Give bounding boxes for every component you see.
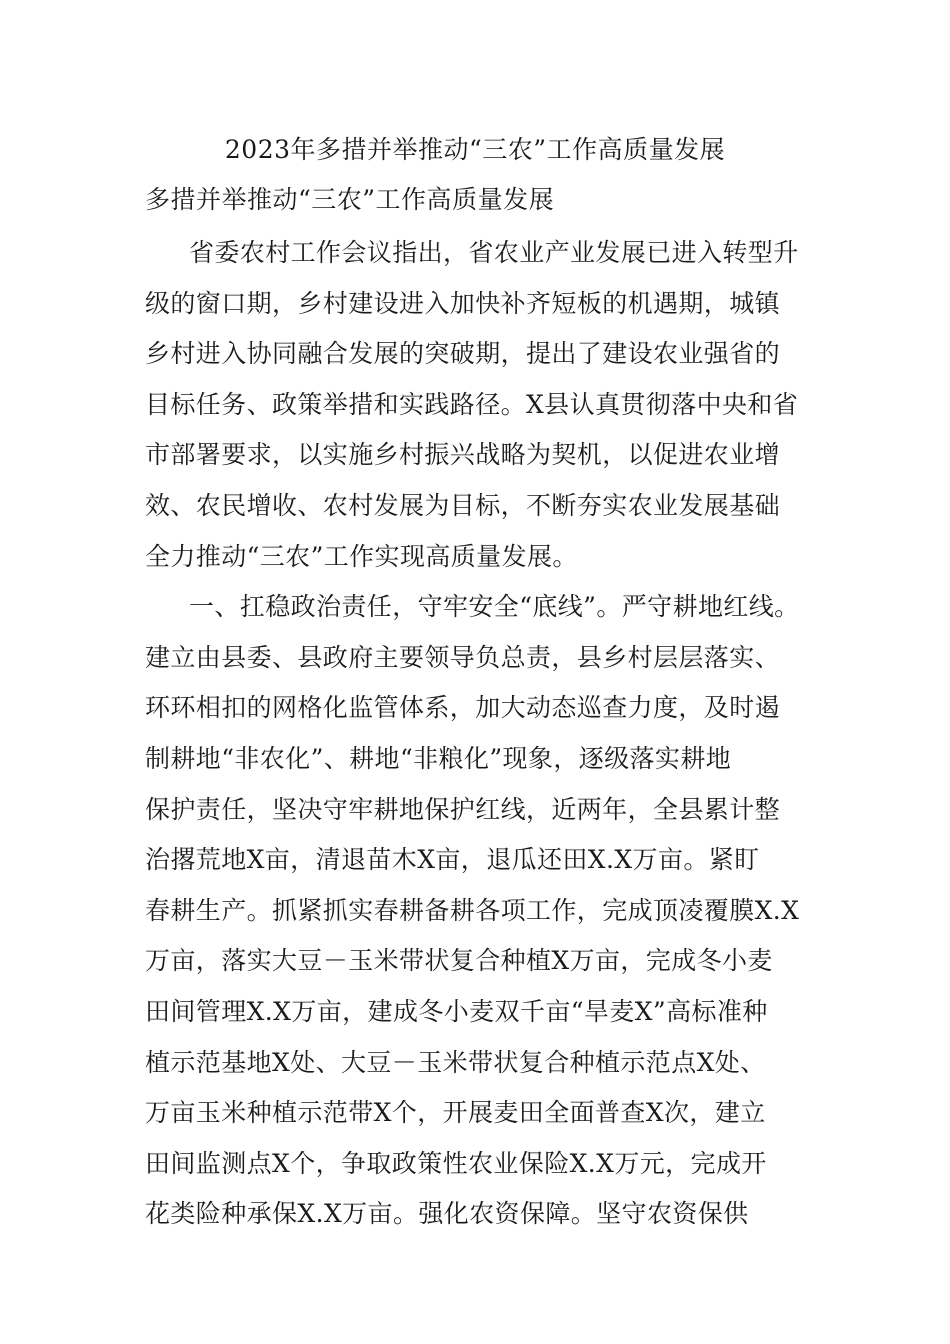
text-line: 市部署要求，以实施乡村振兴战略为契机，以促进农业增	[145, 440, 781, 470]
text-line: 保护责任，坚决守牢耕地保护红线，近两年，全县累计整	[145, 794, 781, 824]
text-line: 田间监测点X个，争取政策性农业保险X.X万元，完成开	[145, 1148, 767, 1178]
text-line: 万亩，落实大豆－玉米带状复合种植X万亩，完成冬小麦	[145, 946, 773, 976]
text-line: 春耕生产。抓紧抓实春耕备耕各项工作，完成顶凌覆膜X.X	[145, 895, 800, 925]
text-line: 一、扛稳政治责任，守牢安全“底线”。严守耕地红线。	[189, 592, 800, 622]
text-line: 环环相扣的网格化监管体系，加大动态巡查力度，及时遏	[145, 693, 781, 723]
text-line: 全力推动“三农”工作实现高质量发展。	[145, 541, 578, 571]
text-line: 花类险种承保X.X万亩。强化农资保障。坚守农资保供	[145, 1199, 749, 1229]
text-line: 万亩玉米种植示范带X个，开展麦田全面普查X次，建立	[145, 1098, 766, 1128]
text-line: 效、农民增收、农村发展为目标，不断夯实农业发展基础	[145, 490, 781, 520]
text-line: 省委农村工作会议指出，省农业产业发展已进入转型升	[189, 238, 799, 267]
body-text	[145, 228, 825, 1240]
text-line: 植示范基地X处、大豆－玉米带状复合种植示范点X处、	[145, 1047, 766, 1077]
text-line: 建立由县委、县政府主要领导负总责，县乡村层层落实、	[145, 642, 781, 672]
document-title: 2023年多措并举推动“三农”工作高质量发展	[224, 135, 726, 164]
text-line: 治撂荒地X亩，清退苗木X亩，退瓜还田X.X万亩。紧盯	[145, 845, 760, 875]
text-line: 级的窗口期，乡村建设进入加快补齐短板的机遇期，城镇	[145, 288, 781, 318]
text-line: 制耕地“非农化”、耕地“非粮化”现象，逐级落实耕地	[145, 743, 732, 773]
text-line: 目标任务、政策举措和实践路径。X县认真贯彻落中央和省	[145, 389, 799, 419]
text-line: 乡村进入协同融合发展的突破期，提出了建设农业强省的	[145, 339, 781, 369]
text-line: 田间管理X.X万亩，建成冬小麦双千亩“旱麦X”高标准种	[145, 996, 768, 1026]
document-subtitle: 多措并举推动“三农”工作高质量发展	[145, 185, 555, 214]
